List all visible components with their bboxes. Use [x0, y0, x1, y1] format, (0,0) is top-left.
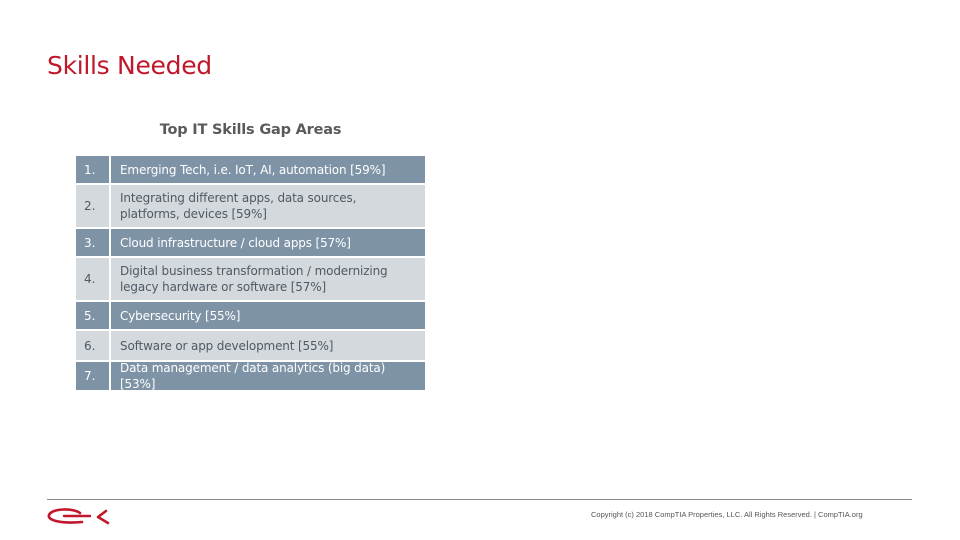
- row-number: 5.: [76, 302, 109, 329]
- table-heading: Top IT Skills Gap Areas: [159, 122, 342, 138]
- row-number: 2.: [76, 185, 109, 227]
- table-row: [76, 362, 425, 390]
- skills-gap-table: [76, 156, 425, 392]
- table-row: [76, 185, 425, 227]
- table-row: [76, 331, 425, 360]
- footer-divider: [47, 499, 912, 500]
- row-number: 3.: [76, 229, 109, 256]
- slide-title: Skills Needed: [47, 51, 212, 80]
- row-text: Software or app development [55%]: [111, 331, 425, 360]
- table-row: [76, 258, 425, 300]
- row-text: Cybersecurity [55%]: [111, 302, 425, 329]
- row-number: 6.: [76, 331, 109, 360]
- copyright-text: Copyright (c) 2018 CompTIA Properties, LLC. All Rights Reserved. | CompTIA.org: [591, 510, 863, 519]
- table-row: [76, 156, 425, 183]
- row-number: 4.: [76, 258, 109, 300]
- row-text: Digital business transformation / modernizing legacy hardware or software [57%]: [111, 258, 425, 300]
- row-text: Integrating different apps, data sources, platforms, devices [59%]: [111, 185, 425, 227]
- row-text: Data management / data analytics (big data) [53%]: [111, 362, 425, 390]
- comptia-logo-icon: [46, 507, 118, 527]
- row-text: Emerging Tech, i.e. IoT, AI, automation [59%]: [111, 156, 425, 183]
- row-number: 7.: [76, 362, 109, 390]
- table-row: [76, 302, 425, 329]
- row-number: 1.: [76, 156, 109, 183]
- row-text: Cloud infrastructure / cloud apps [57%]: [111, 229, 425, 256]
- table-row: [76, 229, 425, 256]
